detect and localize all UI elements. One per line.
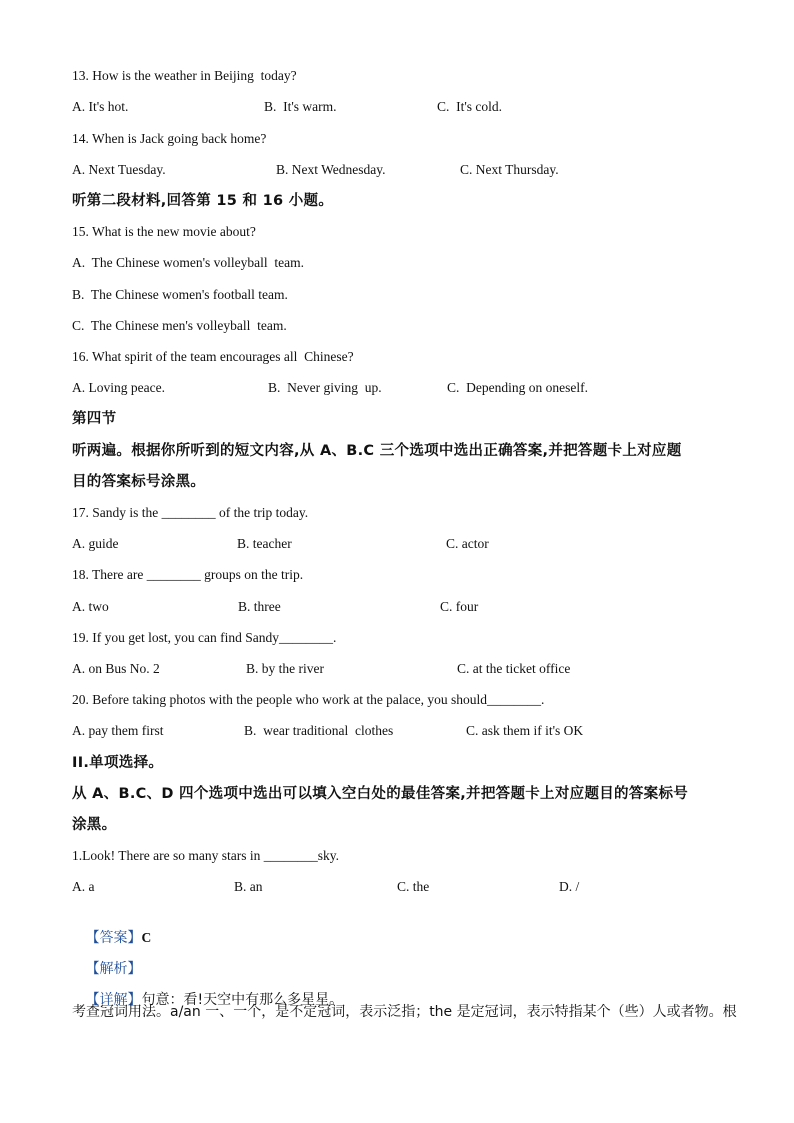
- part-4-instruction-line-2: 目的答案标号涂黑。: [72, 474, 206, 490]
- question-20-option-b: B. wear traditional clothes: [244, 723, 394, 738]
- question-16-option-b: B. Never giving up.: [268, 380, 382, 395]
- question-13-option-b: B. It's warm.: [264, 99, 337, 114]
- explanation-text: 考查冠词用法。a/an 一、一个，是不定冠词，表示泛指；the 是定冠词，表示特指某个（些）人或者物。根: [72, 1004, 737, 1020]
- detail-label: 【详解】: [85, 992, 142, 1008]
- question-19-option-c: C. at the ticket office: [457, 661, 571, 676]
- question-19-option-a: A. on Bus No. 2: [72, 661, 160, 676]
- question-16-option-a: A. Loving peace.: [72, 380, 165, 395]
- question-17-option-c: C. actor: [446, 536, 489, 551]
- question-15-stem: 15. What is the new movie about?: [72, 224, 256, 239]
- question-17-option-b: B. teacher: [237, 536, 292, 551]
- question-1-option-b: B. an: [234, 879, 263, 894]
- question-14-option-b: B. Next Wednesday.: [276, 162, 386, 177]
- question-20-option-c: C. ask them if it's OK: [466, 723, 584, 738]
- question-17-stem: 17. Sandy is the ________ of the trip today.: [72, 505, 309, 520]
- question-14-option-c: C. Next Thursday.: [460, 162, 559, 177]
- part-4-instruction-line-1: 听两遍。根据你所听到的短文内容,从 A、B.C 三个选项中选出正确答案,并把答题卡上对应题: [72, 443, 682, 459]
- question-1-option-c: C. the: [397, 879, 430, 894]
- question-18-option-a: A. two: [72, 599, 109, 614]
- question-15-option-a: A. The Chinese women's volleyball team.: [72, 255, 305, 270]
- question-14-option-a: A. Next Tuesday.: [72, 162, 166, 177]
- question-17-option-a: A. guide: [72, 536, 119, 551]
- question-16-option-c: C. Depending on oneself.: [447, 380, 588, 395]
- question-14-stem: 14. When is Jack going back home?: [72, 131, 267, 146]
- question-18-option-c: C. four: [440, 599, 479, 614]
- question-1-option-a: A. a: [72, 879, 95, 894]
- question-19-stem: 19. If you get lost, you can find Sandy________.: [72, 630, 337, 645]
- section-ii-title: II.单项选择。: [72, 755, 164, 771]
- part-4-title: 第四节: [72, 411, 117, 427]
- question-16-stem: 16. What spirit of the team encourages all Chinese?: [72, 349, 354, 364]
- question-20-stem: 20. Before taking photos with the people who work at the palace, you should________.: [72, 692, 545, 707]
- question-1-option-d: D. /: [559, 879, 580, 894]
- question-13-option-a: A. It's hot.: [72, 99, 129, 114]
- question-15-option-b: B. The Chinese women's football team.: [72, 287, 288, 302]
- question-13-option-c: C. It's cold.: [437, 99, 503, 114]
- detail-text: 句意：看!天空中有那么多星星。: [141, 992, 344, 1008]
- question-18-option-b: B. three: [238, 599, 281, 614]
- question-15-option-c: C. The Chinese men's volleyball team.: [72, 318, 287, 333]
- section-heading-15-16: 听第二段材料,回答第 15 和 16 小题。: [72, 193, 334, 209]
- answer-value: C: [141, 930, 152, 945]
- question-13-stem: 13. How is the weather in Beijing today?: [72, 68, 297, 83]
- answer-label: 【答案】: [85, 930, 142, 946]
- section-ii-instruction-line-2: 涂黑。: [72, 817, 117, 833]
- question-1-stem: 1.Look! There are so many stars in ________sky.: [72, 848, 339, 863]
- question-19-option-b: B. by the river: [246, 661, 324, 676]
- section-ii-instruction-line-1: 从 A、B.C、D 四个选项中选出可以填入空白处的最佳答案,并把答题卡上对应题目的答案标号: [72, 786, 689, 802]
- analysis-label: 【解析】: [85, 961, 142, 977]
- question-20-option-a: A. pay them first: [72, 723, 164, 738]
- question-18-stem: 18. There are ________ groups on the trip.: [72, 567, 304, 582]
